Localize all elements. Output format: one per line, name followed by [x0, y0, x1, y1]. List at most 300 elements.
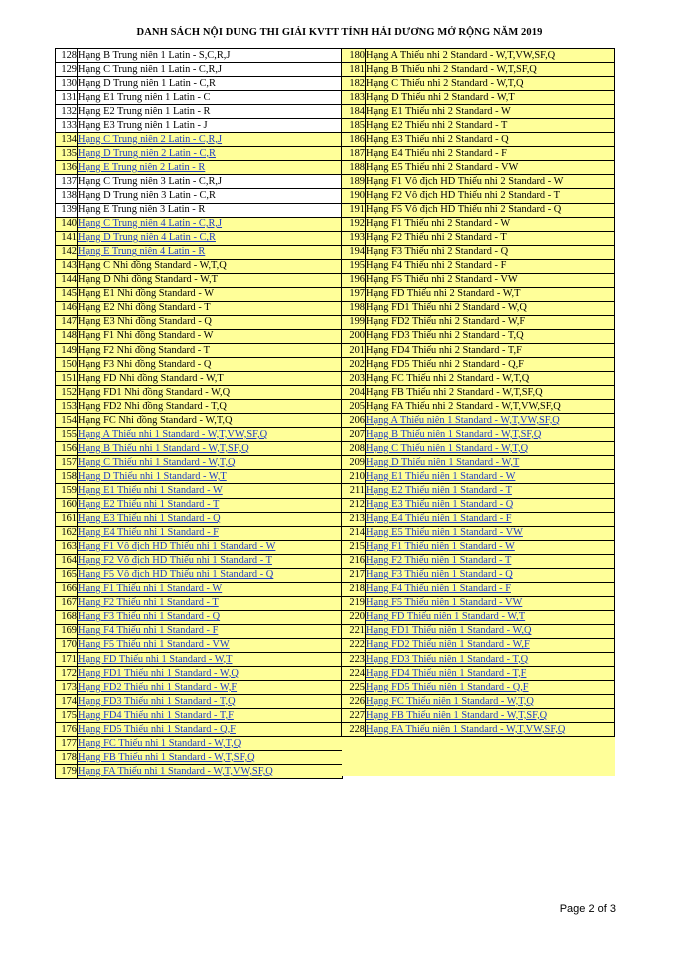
event-name: Hạng E1 Nhi đồng Standard - W — [78, 287, 343, 301]
row-number: 228 — [342, 723, 366, 737]
row-number: 181 — [342, 63, 366, 77]
event-name[interactable]: Hạng E1 Thiếu nhi 1 Standard - W — [78, 484, 343, 498]
row-number: 199 — [342, 315, 366, 329]
table-row — [342, 301, 615, 315]
table-row — [56, 372, 343, 386]
row-number: 141 — [56, 231, 78, 245]
table-row — [342, 568, 615, 582]
event-name: Hạng E2 Thiếu nhi 2 Standard - T — [366, 119, 615, 133]
row-number: 132 — [56, 105, 78, 119]
event-name: Hạng E3 Thiếu nhi 2 Standard - Q — [366, 133, 615, 147]
event-name[interactable]: Hạng FD5 Thiếu nhi 1 Standard - Q,F — [78, 723, 343, 737]
table-row — [56, 695, 343, 709]
table-row — [56, 147, 343, 161]
table-row — [56, 638, 343, 652]
event-name[interactable]: Hạng E Trung niên 2 Latin - R — [78, 161, 343, 175]
row-number: 171 — [56, 653, 78, 667]
table-row — [56, 414, 343, 428]
row-number: 186 — [342, 133, 366, 147]
table-row — [56, 554, 343, 568]
event-name[interactable]: Hạng E1 Thiếu niên 1 Standard - W — [366, 470, 615, 484]
row-number: 160 — [56, 498, 78, 512]
event-name[interactable]: Hạng FD5 Thiếu niên 1 Standard - Q,F — [366, 681, 615, 695]
table-row — [342, 667, 615, 681]
event-name: Hạng E2 Trung niên 1 Latin - R — [78, 105, 343, 119]
table-row — [342, 372, 615, 386]
event-name: Hạng F3 Nhi đồng Standard - Q — [78, 358, 343, 372]
row-number: 225 — [342, 681, 366, 695]
event-name[interactable]: Hạng FC Thiếu nhi 1 Standard - W,T,Q — [78, 737, 343, 751]
table-row — [342, 498, 615, 512]
table-row — [56, 133, 343, 147]
event-name: Hạng A Thiếu nhi 2 Standard - W,T,VW,SF,Q — [366, 49, 615, 63]
event-name[interactable]: Hạng E2 Thiếu niên 1 Standard - T — [366, 484, 615, 498]
row-number: 200 — [342, 329, 366, 343]
event-name[interactable]: Hạng FD4 Thiếu niên 1 Standard - T,F — [366, 667, 615, 681]
row-number: 219 — [342, 596, 366, 610]
table-row — [56, 358, 343, 372]
table-row — [342, 203, 615, 217]
event-name[interactable]: Hạng FD3 Thiếu niên 1 Standard - T,Q — [366, 653, 615, 667]
table-row — [342, 91, 615, 105]
page-number: Page 2 of 3 — [559, 903, 616, 915]
row-number: 165 — [56, 568, 78, 582]
table-row — [56, 456, 343, 470]
row-number: 222 — [342, 638, 366, 652]
event-name[interactable]: Hạng FD3 Thiếu nhi 1 Standard - T,Q — [78, 695, 343, 709]
row-number: 134 — [56, 133, 78, 147]
table-row — [56, 343, 343, 357]
event-name: Hạng FD1 Nhi đồng Standard - W,Q — [78, 386, 343, 400]
event-name[interactable]: Hạng F1 Vô địch HD Thiếu nhi 1 Standard - W — [78, 540, 343, 554]
table-row — [342, 77, 615, 91]
table-row — [342, 709, 615, 723]
table-row — [342, 470, 615, 484]
row-number: 163 — [56, 540, 78, 554]
table-row — [56, 49, 343, 63]
table-row — [342, 596, 615, 610]
event-name: Hạng D Trung niên 3 Latin - C,R — [78, 189, 343, 203]
row-number: 223 — [342, 653, 366, 667]
row-number: 147 — [56, 315, 78, 329]
row-number: 189 — [342, 175, 366, 189]
table-row — [56, 540, 343, 554]
row-number: 154 — [56, 414, 78, 428]
event-name: Hạng FD2 Nhi đồng Standard - T,Q — [78, 400, 343, 414]
event-name: Hạng FD3 Thiếu nhi 2 Standard - T,Q — [366, 329, 615, 343]
row-number: 207 — [342, 428, 366, 442]
event-name: Hạng E5 Thiếu nhi 2 Standard - VW — [366, 161, 615, 175]
row-number: 142 — [56, 245, 78, 259]
event-name[interactable]: Hạng F4 Thiếu niên 1 Standard - F — [366, 582, 615, 596]
event-name[interactable]: Hạng FA Thiếu niên 1 Standard - W,T,VW,SF,Q — [366, 723, 615, 737]
row-number: 167 — [56, 596, 78, 610]
event-name[interactable]: Hạng FD2 Thiếu nhi 1 Standard - W,F — [78, 681, 343, 695]
row-number: 216 — [342, 554, 366, 568]
table-row — [342, 217, 615, 231]
event-name: Hạng FB Thiếu nhi 2 Standard - W,T,SF,Q — [366, 386, 615, 400]
row-number: 137 — [56, 175, 78, 189]
row-number: 190 — [342, 189, 366, 203]
row-number: 149 — [56, 343, 78, 357]
row-number: 182 — [342, 77, 366, 91]
table-row — [56, 400, 343, 414]
event-name: Hạng FD4 Thiếu nhi 2 Standard - T,F — [366, 343, 615, 357]
row-number: 226 — [342, 695, 366, 709]
table-row — [342, 133, 615, 147]
table-row — [342, 456, 615, 470]
table-row — [342, 681, 615, 695]
event-name: Hạng E Trung niên 3 Latin - R — [78, 203, 343, 217]
table-row — [342, 245, 615, 259]
row-number: 194 — [342, 245, 366, 259]
event-name[interactable]: Hạng B Thiếu nhi 1 Standard - W,T,SF,Q — [78, 442, 343, 456]
event-name: Hạng F1 Nhi đồng Standard - W — [78, 329, 343, 343]
row-number: 173 — [56, 681, 78, 695]
event-name[interactable]: Hạng E4 Thiếu nhi 1 Standard - F — [78, 526, 343, 540]
event-name[interactable]: Hạng FD2 Thiếu niên 1 Standard - W,F — [366, 638, 615, 652]
table-row — [56, 273, 343, 287]
table-row — [342, 512, 615, 526]
row-number: 211 — [342, 484, 366, 498]
table-row — [56, 119, 343, 133]
table-row — [56, 723, 343, 737]
row-number: 174 — [56, 695, 78, 709]
row-number: 143 — [56, 259, 78, 273]
table-row — [56, 287, 343, 301]
event-name: Hạng F1 Thiếu nhi 2 Standard - W — [366, 217, 615, 231]
event-name[interactable]: Hạng FC Thiếu niên 1 Standard - W,T,Q — [366, 695, 615, 709]
row-number: 208 — [342, 442, 366, 456]
event-name[interactable]: Hạng C Trung niên 2 Latin - C,R,J — [78, 133, 343, 147]
event-name: Hạng F2 Nhi đồng Standard - T — [78, 343, 343, 357]
table-row — [342, 147, 615, 161]
event-name[interactable]: Hạng E2 Thiếu nhi 1 Standard - T — [78, 498, 343, 512]
event-name[interactable]: Hạng D Thiếu niên 1 Standard - W,T — [366, 456, 615, 470]
event-name[interactable]: Hạng FB Thiếu nhi 1 Standard - W,T,SF,Q — [78, 751, 343, 765]
table-row — [342, 231, 615, 245]
table-row — [56, 77, 343, 91]
row-number: 196 — [342, 273, 366, 287]
table-row — [342, 653, 615, 667]
table-row — [56, 259, 343, 273]
row-number: 205 — [342, 400, 366, 414]
table-row — [342, 161, 615, 175]
row-number: 184 — [342, 105, 366, 119]
event-name[interactable]: Hạng F5 Thiếu nhi 1 Standard - VW — [78, 638, 343, 652]
table-row — [342, 329, 615, 343]
row-number: 158 — [56, 470, 78, 484]
row-number: 155 — [56, 428, 78, 442]
table-row — [56, 245, 343, 259]
event-name: Hạng FD5 Thiếu nhi 2 Standard - Q,F — [366, 358, 615, 372]
page-title: DANH SÁCH NỘI DUNG THI GIẢI KVTT TỈNH HẢI DƯƠNG MỞ RỘNG NĂM 2019 — [136, 27, 543, 38]
table-row — [56, 217, 343, 231]
row-number: 195 — [342, 259, 366, 273]
table-row — [56, 315, 343, 329]
row-number: 197 — [342, 287, 366, 301]
row-number: 172 — [56, 667, 78, 681]
event-name[interactable]: Hạng E3 Thiếu niên 1 Standard - Q — [366, 498, 615, 512]
event-name: Hạng B Trung niên 1 Latin - S,C,R,J — [78, 49, 343, 63]
event-name: Hạng F2 Vô địch HD Thiếu nhi 2 Standard - T — [366, 189, 615, 203]
row-number: 128 — [56, 49, 78, 63]
row-number: 145 — [56, 287, 78, 301]
event-name: Hạng F4 Thiếu nhi 2 Standard - F — [366, 259, 615, 273]
table-row — [342, 175, 615, 189]
table-row — [56, 709, 343, 723]
row-number: 159 — [56, 484, 78, 498]
row-number: 224 — [342, 667, 366, 681]
event-name[interactable]: Hạng F4 Thiếu nhi 1 Standard - F — [78, 624, 343, 638]
event-name: Hạng F5 Thiếu nhi 2 Standard - VW — [366, 273, 615, 287]
row-number: 151 — [56, 372, 78, 386]
row-number: 162 — [56, 526, 78, 540]
empty-row — [342, 763, 615, 776]
table-row — [56, 329, 343, 343]
row-number: 146 — [56, 301, 78, 315]
event-name[interactable]: Hạng F2 Vô địch HD Thiếu nhi 1 Standard - T — [78, 554, 343, 568]
event-name[interactable]: Hạng D Trung niên 4 Latin - C,R — [78, 231, 343, 245]
table-row — [342, 119, 615, 133]
row-number: 152 — [56, 386, 78, 400]
event-name[interactable]: Hạng F3 Thiếu niên 1 Standard - Q — [366, 568, 615, 582]
table-row — [342, 358, 615, 372]
event-name: Hạng D Nhi đồng Standard - W,T — [78, 273, 343, 287]
event-name[interactable]: Hạng D Trung niên 2 Latin - C,R — [78, 147, 343, 161]
table-row — [56, 751, 343, 765]
table-row — [342, 105, 615, 119]
table-row — [56, 301, 343, 315]
row-number: 193 — [342, 231, 366, 245]
row-number: 130 — [56, 77, 78, 91]
row-number: 157 — [56, 456, 78, 470]
row-number: 206 — [342, 414, 366, 428]
event-name: Hạng C Nhi đồng Standard - W,T,Q — [78, 259, 343, 273]
row-number: 213 — [342, 512, 366, 526]
table-row — [342, 315, 615, 329]
row-number: 133 — [56, 119, 78, 133]
row-number: 179 — [56, 765, 78, 779]
row-number: 178 — [56, 751, 78, 765]
table-row — [56, 667, 343, 681]
row-number: 131 — [56, 91, 78, 105]
row-number: 188 — [342, 161, 366, 175]
row-number: 218 — [342, 582, 366, 596]
table-row — [342, 554, 615, 568]
row-number: 210 — [342, 470, 366, 484]
event-name[interactable]: Hạng E5 Thiếu niên 1 Standard - VW — [366, 526, 615, 540]
event-name[interactable]: Hạng F2 Thiếu niên 1 Standard - T — [366, 554, 615, 568]
event-name[interactable]: Hạng D Thiếu nhi 1 Standard - W,T — [78, 470, 343, 484]
row-number: 153 — [56, 400, 78, 414]
table-row — [342, 624, 615, 638]
table-row — [56, 681, 343, 695]
row-number: 140 — [56, 217, 78, 231]
table-row — [56, 498, 343, 512]
event-name: Hạng F5 Vô địch HD Thiếu nhi 2 Standard - Q — [366, 203, 615, 217]
event-name[interactable]: Hạng FD1 Thiếu nhi 1 Standard - W,Q — [78, 667, 343, 681]
table-row — [342, 63, 615, 77]
event-name: Hạng F2 Thiếu nhi 2 Standard - T — [366, 231, 615, 245]
table-row — [56, 91, 343, 105]
row-number: 221 — [342, 624, 366, 638]
row-number: 215 — [342, 540, 366, 554]
event-name[interactable]: Hạng E3 Thiếu nhi 1 Standard - Q — [78, 512, 343, 526]
empty-cell — [342, 763, 615, 776]
row-number: 156 — [56, 442, 78, 456]
table-row — [56, 105, 343, 119]
row-number: 192 — [342, 217, 366, 231]
event-name[interactable]: Hạng FD1 Thiếu niên 1 Standard - W,Q — [366, 624, 615, 638]
row-number: 175 — [56, 709, 78, 723]
event-name: Hạng B Thiếu nhi 2 Standard - W,T,SF,Q — [366, 63, 615, 77]
row-number: 136 — [56, 161, 78, 175]
row-number: 168 — [56, 610, 78, 624]
table-row — [56, 610, 343, 624]
event-name: Hạng FA Thiếu nhi 2 Standard - W,T,VW,SF,Q — [366, 400, 615, 414]
event-name[interactable]: Hạng F1 Thiếu nhi 1 Standard - W — [78, 582, 343, 596]
row-number: 204 — [342, 386, 366, 400]
table-row — [56, 231, 343, 245]
event-name[interactable]: Hạng F2 Thiếu nhi 1 Standard - T — [78, 596, 343, 610]
event-name: Hạng FD1 Thiếu nhi 2 Standard - W,Q — [366, 301, 615, 315]
row-number: 227 — [342, 709, 366, 723]
row-number: 148 — [56, 329, 78, 343]
table-row — [56, 596, 343, 610]
row-number: 198 — [342, 301, 366, 315]
event-name: Hạng E1 Thiếu nhi 2 Standard - W — [366, 105, 615, 119]
table-row — [56, 737, 343, 751]
table-row — [342, 723, 615, 737]
event-name[interactable]: Hạng FD Thiếu niên 1 Standard - W,T — [366, 610, 615, 624]
row-number: 164 — [56, 554, 78, 568]
table-row — [56, 203, 343, 217]
row-number: 139 — [56, 203, 78, 217]
event-name: Hạng E4 Thiếu nhi 2 Standard - F — [366, 147, 615, 161]
row-number: 202 — [342, 358, 366, 372]
table-row — [342, 638, 615, 652]
row-number: 183 — [342, 91, 366, 105]
event-name[interactable]: Hạng F5 Thiếu niên 1 Standard - VW — [366, 596, 615, 610]
table-row — [56, 582, 343, 596]
event-name[interactable]: Hạng C Thiếu nhi 1 Standard - W,T,Q — [78, 456, 343, 470]
event-name[interactable]: Hạng A Thiếu niên 1 Standard - W,T,VW,SF,Q — [366, 414, 615, 428]
table-row — [342, 49, 615, 63]
event-name[interactable]: Hạng FD4 Thiếu nhi 1 Standard - T,F — [78, 709, 343, 723]
row-number: 177 — [56, 737, 78, 751]
table-row — [342, 189, 615, 203]
event-name[interactable]: Hạng FA Thiếu nhi 1 Standard - W,T,VW,SF,Q — [78, 765, 343, 779]
table-row — [342, 259, 615, 273]
table-row — [56, 568, 343, 582]
row-number: 185 — [342, 119, 366, 133]
table-row — [342, 442, 615, 456]
table-row — [56, 653, 343, 667]
event-name[interactable]: Hạng FB Thiếu niên 1 Standard - W,T,SF,Q — [366, 709, 615, 723]
row-number: 176 — [56, 723, 78, 737]
event-name[interactable]: Hạng FD Thiếu nhi 1 Standard - W,T — [78, 653, 343, 667]
row-number: 180 — [342, 49, 366, 63]
table-row — [56, 442, 343, 456]
empty-cell — [342, 750, 615, 763]
empty-row — [342, 750, 615, 763]
event-name[interactable]: Hạng C Trung niên 4 Latin - C,R,J — [78, 217, 343, 231]
table-row — [56, 386, 343, 400]
event-name: Hạng C Trung niên 3 Latin - C,R,J — [78, 175, 343, 189]
table-row — [342, 610, 615, 624]
row-number: 191 — [342, 203, 366, 217]
row-number: 209 — [342, 456, 366, 470]
table-row — [56, 624, 343, 638]
table-row — [342, 287, 615, 301]
event-name: Hạng F1 Vô địch HD Thiếu nhi 2 Standard - W — [366, 175, 615, 189]
table-row — [342, 343, 615, 357]
table-row — [56, 512, 343, 526]
row-number: 203 — [342, 372, 366, 386]
table-row — [56, 526, 343, 540]
event-name[interactable]: Hạng C Thiếu niên 1 Standard - W,T,Q — [366, 442, 615, 456]
table-row — [342, 386, 615, 400]
event-name[interactable]: Hạng B Thiếu niên 1 Standard - W,T,SF,Q — [366, 428, 615, 442]
event-name[interactable]: Hạng E Trung niên 4 Latin - R — [78, 245, 343, 259]
row-number: 135 — [56, 147, 78, 161]
event-name[interactable]: Hạng F3 Thiếu nhi 1 Standard - Q — [78, 610, 343, 624]
table-row — [342, 582, 615, 596]
event-name: Hạng FD2 Thiếu nhi 2 Standard - W,F — [366, 315, 615, 329]
event-name: Hạng F3 Thiếu nhi 2 Standard - Q — [366, 245, 615, 259]
event-name[interactable]: Hạng E4 Thiếu niên 1 Standard - F — [366, 512, 615, 526]
empty-cell — [342, 737, 615, 751]
row-number: 170 — [56, 638, 78, 652]
table-row — [342, 428, 615, 442]
table-row — [342, 484, 615, 498]
event-name[interactable]: Hạng F5 Vô địch HD Thiếu nhi 1 Standard - Q — [78, 568, 343, 582]
event-name: Hạng C Trung niên 1 Latin - C,R,J — [78, 63, 343, 77]
right-event-table — [341, 48, 615, 776]
event-name: Hạng FC Nhi đồng Standard - W,T,Q — [78, 414, 343, 428]
event-name: Hạng FD Nhi đồng Standard - W,T — [78, 372, 343, 386]
row-number: 166 — [56, 582, 78, 596]
row-number: 150 — [56, 358, 78, 372]
table-row — [56, 765, 343, 779]
table-row — [342, 526, 615, 540]
table-row — [56, 161, 343, 175]
event-name[interactable]: Hạng A Thiếu nhi 1 Standard - W,T,VW,SF,Q — [78, 428, 343, 442]
event-name: Hạng E2 Nhi đồng Standard - T — [78, 301, 343, 315]
event-name: Hạng E3 Trung niên 1 Latin - J — [78, 119, 343, 133]
row-number: 144 — [56, 273, 78, 287]
event-name[interactable]: Hạng F1 Thiếu niên 1 Standard - W — [366, 540, 615, 554]
event-name: Hạng D Trung niên 1 Latin - C,R — [78, 77, 343, 91]
table-row — [56, 428, 343, 442]
row-number: 220 — [342, 610, 366, 624]
row-number: 214 — [342, 526, 366, 540]
row-number: 217 — [342, 568, 366, 582]
empty-row — [342, 737, 615, 751]
table-row — [56, 484, 343, 498]
row-number: 138 — [56, 189, 78, 203]
table-row — [56, 63, 343, 77]
event-name: Hạng FC Thiếu nhi 2 Standard - W,T,Q — [366, 372, 615, 386]
table-row — [342, 540, 615, 554]
table-row — [56, 189, 343, 203]
table-row — [56, 175, 343, 189]
event-name: Hạng FD Thiếu nhi 2 Standard - W,T — [366, 287, 615, 301]
row-number: 201 — [342, 343, 366, 357]
row-number: 129 — [56, 63, 78, 77]
row-number: 161 — [56, 512, 78, 526]
